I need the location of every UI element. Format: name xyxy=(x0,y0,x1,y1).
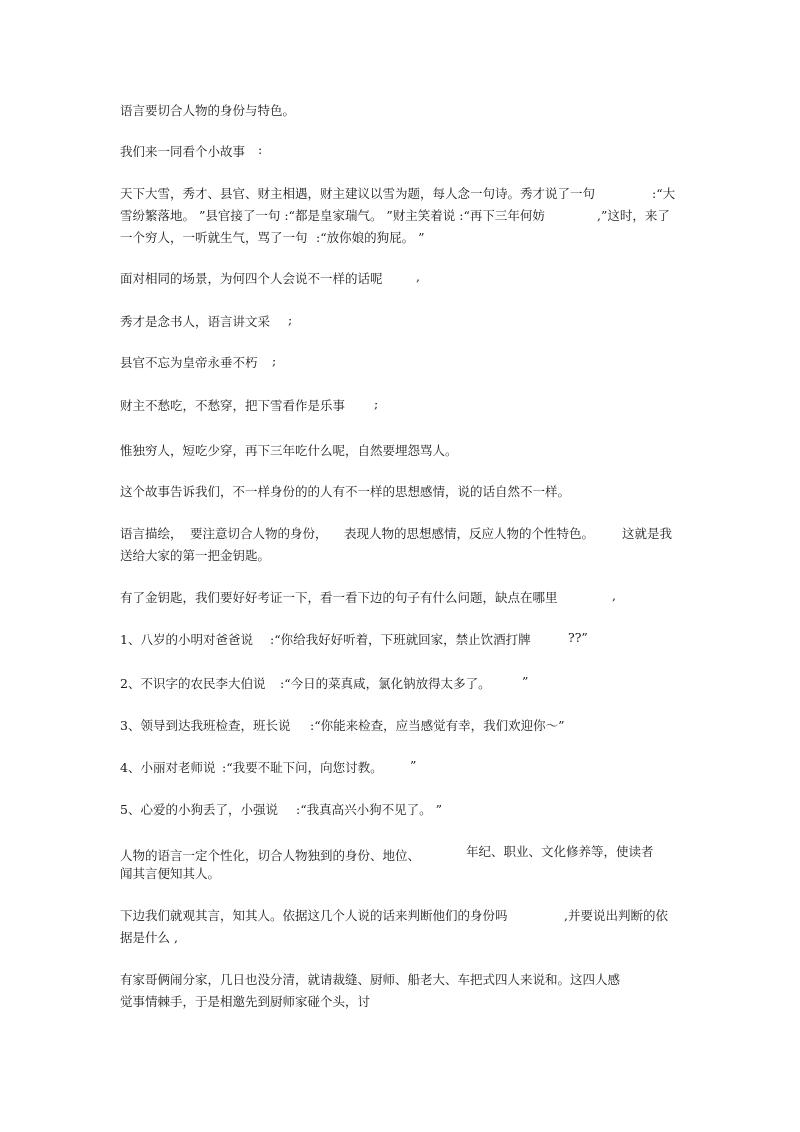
paragraph-landlord: 财主不愁吃，不愁穿，把下雪看作是乐事 xyxy=(120,398,346,413)
paragraph-key-1b: 要注意切合人物的身份， xyxy=(190,526,328,541)
paragraph-exercise-tail: , xyxy=(612,588,616,603)
paragraph-scholar-tail: ; xyxy=(288,312,293,327)
paragraph-intro: 语言要切合人物的身份与特色。 xyxy=(120,103,296,118)
exercise-item-1-end: ??” xyxy=(568,630,588,645)
paragraph-judge-2: 据是什么 , xyxy=(120,930,178,945)
paragraph-poor-man: 惟独穷人，短吃少穿，再下三年吃什么呢，自然要埋怨骂人。 xyxy=(120,443,458,458)
paragraph-personality-2: 闻其言便知其人。 xyxy=(120,866,221,881)
story-line-2: 雪纷繁落地。 ”县官接了一句 :“都是皇家瑞气。 ”财主笑着说 :“再下三年何妨 xyxy=(120,208,545,223)
paragraph-story-intro-tail: : xyxy=(258,142,263,157)
story-line-1-tail: :“大 xyxy=(652,186,676,201)
paragraph-key-1a: 语言描绘， xyxy=(120,526,183,541)
paragraph-question: 面对相同的场景，为何四个人会说不一样的话呢 xyxy=(120,271,383,286)
story-line-3: 一个穷人，一听就生气，骂了一句 xyxy=(120,230,308,245)
paragraph-story-intro: 我们来一同看个小故事 xyxy=(120,144,246,159)
paragraph-magistrate: 县官不忘为皇帝永垂不朽 xyxy=(120,355,258,370)
exercise-item-4-quote: :“我要不耻下问，向您讨教。 xyxy=(222,760,383,775)
exercise-item-2-quote: :“今日的菜真咸，氯化钠放得太多了。 xyxy=(280,676,491,691)
paragraph-key-2: 送给大家的第一把金钥匙。 xyxy=(120,548,271,563)
paragraph-magistrate-tail: ; xyxy=(272,353,277,368)
exercise-item-3-quote: :“你能来检查，应当感觉有幸，我们欢迎你～” xyxy=(310,718,565,733)
paragraph-question-tail: , xyxy=(416,269,420,284)
story-line-1: 天下大雪，秀才、县官、财主相遇，财主建议以雪为题，每人念一句诗。秀才说了一句 xyxy=(120,186,596,201)
paragraph-lesson: 这个故事告诉我们，不一样身份的的人有不一样的思想感情，说的话自然不一样。 xyxy=(120,484,571,499)
exercise-item-4-end: ” xyxy=(410,758,417,773)
paragraph-brothers-1: 有家哥俩闹分家，几日也没分清，就请裁缝、厨师、船老大、车把式四人来说和。这四人感 xyxy=(120,972,621,987)
exercise-item-5-quote: :“我真高兴小狗不见了。 ” xyxy=(296,802,442,817)
story-line-2-tail: ,”这时，来了 xyxy=(597,208,670,223)
story-line-3-tail: :“放你娘的狗屁。 ” xyxy=(316,230,425,245)
paragraph-brothers-2: 觉事情棘手，于是相邀先到厨师家碰个头，讨 xyxy=(120,994,371,1009)
paragraph-exercise: 有了金钥匙，我们要好好考证一下，看一看下边的句子有什么问题，缺点在哪里 xyxy=(120,590,558,605)
paragraph-key-1c: 表现人物的思想感情，反应人物的个性特色。 xyxy=(344,526,595,541)
exercise-item-2-speaker: 2、不识字的农民李大伯说 xyxy=(120,676,266,691)
exercise-item-1-quote: :“你给我好好听着，下班就回家，禁止饮酒打牌 xyxy=(270,632,531,647)
paragraph-key-1d: 这就是我 xyxy=(622,526,673,541)
paragraph-judge-1a: 下边我们就观其言，知其人。依据这几个人说的话来判断他们的身份吗 xyxy=(120,908,508,923)
exercise-item-2-end: ” xyxy=(522,674,529,689)
exercise-item-5-speaker: 5、心爱的小狗丢了，小强说 xyxy=(120,802,278,817)
paragraph-personality-1b: 年纪、职业、文化修养等，使读者 xyxy=(466,844,654,859)
exercise-item-1-speaker: 1、八岁的小明对爸爸说 xyxy=(120,632,253,647)
paragraph-personality-1a: 人物的语言一定个性化，切合人物独到的身份、地位、 xyxy=(120,848,421,863)
paragraph-scholar: 秀才是念书人，语言讲文采 xyxy=(120,314,271,329)
paragraph-judge-1b: ,并要说出判断的依 xyxy=(564,908,668,923)
exercise-item-3-speaker: 3、领导到达我班检查，班长说 xyxy=(120,718,291,733)
exercise-item-4-speaker: 4、小丽对老师说 xyxy=(120,760,216,775)
paragraph-landlord-tail: ; xyxy=(374,396,379,411)
